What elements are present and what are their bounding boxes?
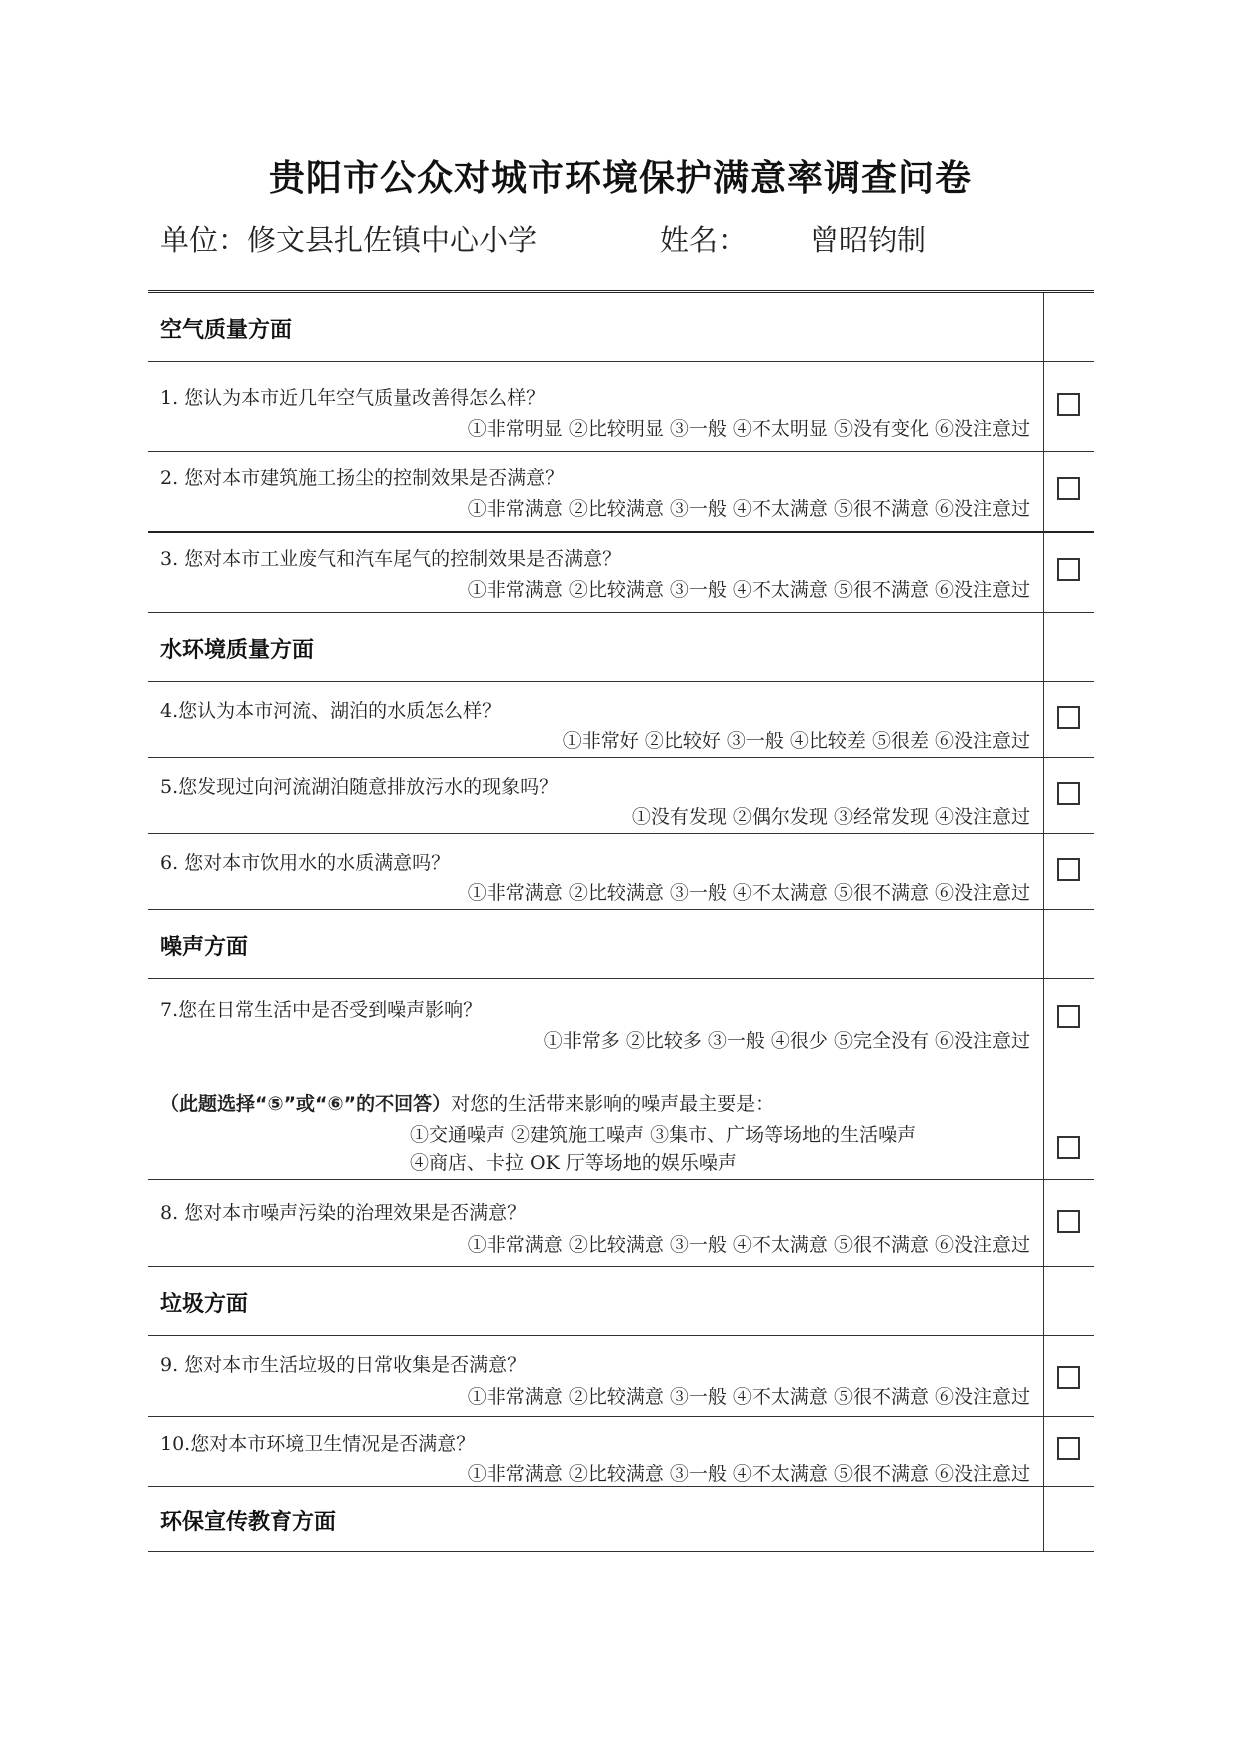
answer-checkbox-7-followup[interactable] — [1057, 1136, 1080, 1159]
answer-checkbox-3[interactable] — [1057, 558, 1080, 581]
question-row-2 — [148, 451, 1094, 533]
answer-checkbox-4[interactable] — [1057, 706, 1080, 729]
question-options-6: ①非常满意 ②比较满意 ③一般 ④不太满意 ⑤很不满意 ⑥没注意过 — [467, 882, 1030, 904]
section-row-air — [148, 293, 1094, 362]
question-text-4: 4.您认为本市河流、湖泊的水质怎么样？ — [160, 700, 502, 722]
answer-checkbox-10[interactable] — [1057, 1437, 1080, 1460]
section-title-noise: 噪声方面 — [160, 935, 249, 960]
question-text-6: 6. 您对本市饮用水的水质满意吗？ — [160, 852, 451, 874]
section-title-water: 水环境质量方面 — [160, 638, 315, 663]
question-row-9 — [148, 1336, 1094, 1417]
question-row-7 — [148, 979, 1094, 1180]
column-divider — [1043, 293, 1044, 1551]
question-options-1: ①非常明显 ②比较明显 ③一般 ④不太明显 ⑤没有变化 ⑥没注意过 — [467, 418, 1030, 440]
question-row-3 — [148, 532, 1094, 613]
question-text-5: 5.您发现过向河流湖泊随意排放污水的现象吗？ — [160, 776, 559, 798]
section-title-air: 空气质量方面 — [160, 318, 293, 343]
question-text-7: 7.您在日常生活中是否受到噪声影响？ — [160, 999, 483, 1021]
question-row-8 — [148, 1180, 1094, 1267]
section-title-education: 环保宣传教育方面 — [160, 1510, 337, 1535]
section-row-noise — [148, 910, 1094, 979]
followup-options-line2: ④商店、卡拉 OK 厅等场地的娱乐噪声 — [410, 1152, 737, 1174]
answer-checkbox-1[interactable] — [1057, 393, 1080, 416]
answer-checkbox-7[interactable] — [1057, 1005, 1080, 1028]
meta-line — [160, 218, 1060, 262]
answer-checkbox-6[interactable] — [1057, 858, 1080, 881]
question-row-1 — [148, 361, 1094, 452]
question-row-5 — [148, 758, 1094, 834]
question-options-10: ①非常满意 ②比较满意 ③一般 ④不太满意 ⑤很不满意 ⑥没注意过 — [467, 1463, 1030, 1485]
question-text-3: 3. 您对本市工业废气和汽车尾气的控制效果是否满意？ — [160, 548, 622, 570]
question-options-5: ①没有发现 ②偶尔发现 ③经常发现 ④没注意过 — [631, 806, 1030, 828]
question-options-9: ①非常满意 ②比较满意 ③一般 ④不太满意 ⑤很不满意 ⑥没注意过 — [467, 1386, 1030, 1408]
question-text-2: 2. 您对本市建筑施工扬尘的控制效果是否满意？ — [160, 467, 565, 489]
question-text-8: 8. 您对本市噪声污染的治理效果是否满意？ — [160, 1202, 527, 1224]
followup-text-7 — [160, 1089, 774, 1116]
question-options-2: ①非常满意 ②比较满意 ③一般 ④不太满意 ⑤很不满意 ⑥没注意过 — [467, 498, 1030, 520]
question-options-8: ①非常满意 ②比较满意 ③一般 ④不太满意 ⑤很不满意 ⑥没注意过 — [467, 1234, 1030, 1256]
question-row-10 — [148, 1417, 1094, 1487]
question-options-4: ①非常好 ②比较好 ③一般 ④比较差 ⑤很差 ⑥没注意过 — [562, 730, 1030, 752]
section-row-waste — [148, 1267, 1094, 1336]
question-row-6 — [148, 834, 1094, 910]
section-title-waste: 垃圾方面 — [160, 1292, 249, 1317]
followup-options-line1: ①交通噪声 ②建筑施工噪声 ③集市、广场等场地的生活噪声 — [410, 1124, 917, 1146]
survey-table — [148, 290, 1094, 1551]
question-options-3: ①非常满意 ②比较满意 ③一般 ④不太满意 ⑤很不满意 ⑥没注意过 — [467, 579, 1030, 601]
question-options-7: ①非常多 ②比较多 ③一般 ④很少 ⑤完全没有 ⑥没注意过 — [543, 1030, 1030, 1052]
unit-label: 单位：修文县扎佐镇中心小学 — [160, 223, 538, 257]
question-row-4 — [148, 682, 1094, 758]
question-text-9: 9. 您对本市生活垃圾的日常收集是否满意？ — [160, 1354, 527, 1376]
answer-checkbox-9[interactable] — [1057, 1366, 1080, 1389]
page-title: 贵阳市公众对城市环境保护满意率调查问卷 — [268, 158, 972, 199]
answer-checkbox-8[interactable] — [1057, 1210, 1080, 1233]
question-text-10: 10.您对本市环境卫生情况是否满意？ — [160, 1433, 476, 1455]
question-text-1: 1. 您认为本市近几年空气质量改善得怎么样？ — [160, 387, 546, 409]
followup-lead-7: （此题选择“⑤”或“⑥”的不回答） — [160, 1093, 452, 1115]
answer-checkbox-2[interactable] — [1057, 477, 1080, 500]
author-label: 曾昭钧制 — [810, 223, 927, 257]
answer-checkbox-5[interactable] — [1057, 782, 1080, 805]
section-row-water — [148, 613, 1094, 682]
section-row-education — [148, 1487, 1094, 1552]
name-label: 姓名： — [660, 223, 748, 257]
followup-question-7: 对您的生活带来影响的噪声最主要是： — [451, 1093, 775, 1115]
